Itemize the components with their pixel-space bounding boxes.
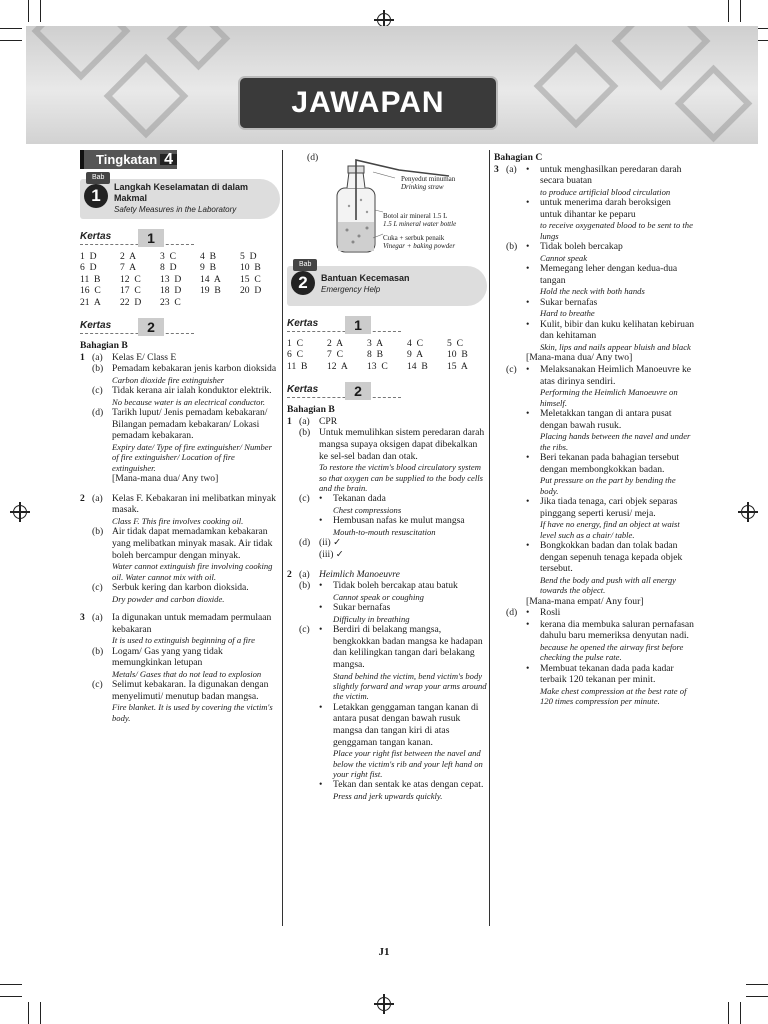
section-heading: Bahagian B: [80, 339, 128, 351]
crop-mark: [728, 0, 729, 22]
answer-cell: 1 C: [287, 338, 303, 349]
answer-item: (c) • Tekanan dada Chest compressions • Hembusan nafas ke mulut mangsa Mouth-to-mouth resuscitation: [287, 493, 487, 537]
answer-text-en: To restore the victim's blood circulatory system so that oxygen can be supplied to the body cells and the brain.: [319, 462, 483, 493]
answer-cell: 21 A: [80, 296, 101, 308]
answer-text: Tidak kerana air ialah konduktor elektrik.: [112, 385, 272, 397]
answer-text: Untuk memulihkan sistem peredaran darah mangsa supaya oksigen dapat dibekalkan ke sel-sel badan dan otak.: [319, 427, 485, 462]
answer-text: untuk menghasilkan peredaran darah secara buatan: [540, 163, 682, 187]
answer-text-en: Carbon dioxide fire extinguisher: [112, 374, 225, 385]
chapter-number: 1: [84, 184, 108, 208]
column-divider: [489, 150, 490, 926]
answer-text-en: No because water is an electrical conductor.: [112, 396, 265, 407]
answer-item: 3 (a) Ia digunakan untuk memadam permulaan kebakaran It is used to extinguish beginning of a fire: [80, 612, 280, 646]
header-banner: [26, 26, 758, 144]
vinegar-label: Cuka + serbuk penaik Vinegar + baking powder: [383, 234, 456, 250]
kertas-number: 2: [138, 318, 164, 336]
answer-cell: 9 A: [407, 349, 423, 361]
kertas-line: [287, 331, 401, 332]
column-divider: [282, 150, 283, 926]
decorative-square: [534, 44, 619, 129]
answer-note: [Mana-mana dua/ Any two]: [526, 352, 633, 364]
kertas-label: Kertas: [287, 384, 319, 396]
chapter-number: 2: [291, 271, 315, 295]
crop-mark: [28, 1002, 29, 1024]
answer-text-en: to receive oxygenated blood to be sent to the lungs: [540, 220, 693, 241]
question-part-label: (d): [307, 152, 319, 163]
answer-text-en: because he opened the airway first before checking the pulse rate.: [540, 641, 684, 663]
answer-item: 2 (a) Kelas F. Kebakaran ini melibatkan minyak masak. Class F. This fire involves cooking oil.: [80, 493, 280, 527]
answer-text-en: Fire blanket. It is used by covering the victim's body.: [112, 702, 273, 723]
answer-item: (d) (ii) ✓ (iii) ✓: [299, 537, 344, 560]
chapter-title-en: Emergency Help: [321, 285, 381, 294]
kertas-label: Kertas: [287, 318, 319, 329]
answer-cell: 12 A: [327, 360, 348, 372]
answer-item: (b) • Tidak boleh bercakap Cannot speak • Memegang leher dengan kedua-dua tangan Hold the neck with both hands • Sukar bernafas Hard to breathe • Kulit, bibir dan kuku kelihatan kebiruan dan kehitaman Skin, lips and nails appear bluish and black: [506, 241, 694, 352]
answer-text-en: Skin, lips and nails appear bluish and black: [540, 341, 691, 352]
kertas-line: [80, 244, 194, 245]
registration-mark-icon: [377, 13, 391, 27]
answer-item: (b) Air tidak dapat memadamkan kebakaran yang melibatkan minyak masak. Air tidak boleh bercampur dengan minyak. Water cannot extinguish fire involving cooking oil. Water cannot mix with oil.: [80, 526, 280, 582]
answer-cell: 20 D: [240, 285, 262, 297]
crop-mark: [28, 0, 29, 22]
chapter-title-ms: Bantuan Kecemasan: [321, 273, 410, 283]
bottle-label: Botol air mineral 1.5 L 1.5 L mineral water bottle: [383, 212, 457, 228]
answer-text: Letakkan genggaman tangan kanan di antara pusat dengan bawah rusuk mangsa dan tangan kiri di atas genggaman tangan kanan.: [333, 701, 479, 748]
kertas-line: [80, 333, 194, 334]
page-title: [240, 78, 496, 128]
chapter-label: Bab: [86, 172, 110, 184]
answer-text: Kelas E/ Class E: [112, 351, 177, 363]
column-2: [287, 150, 487, 801]
answer-cell: 23 C: [160, 296, 181, 308]
crop-mark: [0, 28, 22, 29]
answer-text: Sukar bernafas: [333, 602, 391, 614]
answer-text-en: Dry powder and carbon dioxide.: [112, 593, 225, 604]
answer-text: Kulit, bibir dan kuku kelihatan kebiruan dan kehitaman: [540, 318, 694, 342]
answer-text-en: Stand behind the victim, bend victim's body slightly forward and wrap your arms around the victim.: [333, 670, 487, 702]
answer-row: [80, 274, 280, 285]
answer-text-en: Water cannot extinguish fire involving cooking oil. Water cannot mix with oil.: [112, 561, 273, 582]
chapter-title: [321, 273, 410, 295]
kertas-label: Kertas: [80, 231, 112, 242]
answer-row: [80, 262, 280, 273]
chapter-title-en: Safety Measures in the Laboratory: [114, 205, 237, 214]
answer-row: [287, 349, 487, 360]
decorative-square: [32, 26, 131, 80]
answer-cell: 7 C: [327, 349, 343, 361]
answer-text-en: Expiry date/ Type of fire extinguisher/ Number of fire extinguisher/ Location of fire extinguisher.: [112, 441, 272, 473]
answer-cell: 18 D: [160, 285, 182, 297]
answer-cell: 4 B: [200, 251, 216, 262]
decorative-square: [167, 26, 231, 70]
decorative-square: [104, 54, 189, 139]
answer-text: Heimlich Manoeuvre: [319, 568, 400, 580]
answer-text-en: Bend the body and push with all energy towards the object.: [540, 574, 676, 596]
answer-text: Jika tiada tenaga, cari objek separas pinggang seperti kerusi/ meja.: [540, 495, 678, 519]
answer-cell: 7 A: [120, 262, 136, 274]
answer-text-en: Metals/ Gases that do not lead to explosion: [112, 668, 262, 679]
answer-cell: 2 A: [120, 251, 136, 262]
crop-mark: [746, 984, 768, 985]
answer-item: (b) Pemadam kebakaran jenis karbon dioksida Carbon dioxide fire extinguisher: [80, 363, 280, 385]
answer-cell: 14 B: [407, 360, 428, 372]
page-number: J1: [378, 946, 390, 958]
tingkatan-number: 4: [160, 154, 177, 166]
answer-cell: 10 B: [240, 262, 261, 274]
answer-cell: 19 B: [200, 285, 221, 297]
answer-text-en: Performing the Heimlich Manoeuvre on himself.: [540, 387, 678, 408]
answer-cell: 11 B: [80, 273, 101, 285]
decorative-square: [675, 65, 753, 143]
answer-cell: 8 D: [160, 262, 177, 274]
crop-mark: [40, 1002, 41, 1024]
answer-item: 3 (a) • untuk menghasilkan peredaran darah secara buatan to produce artificial blood circulation • untuk menerima darah beroksigen untuk dihantar ke peparu to receive oxygenated blood to be sent to the lungs: [494, 163, 693, 241]
answer-text: Selimut kebakaran. Ia digunakan dengan menyelimuti/ menutup badan mangsa.: [112, 679, 269, 702]
kertas-2-heading: [80, 318, 280, 336]
tick-icon: ✓: [333, 537, 342, 549]
column-1: [80, 150, 280, 723]
crop-mark: [746, 996, 768, 997]
answer-cell: 6 D: [80, 262, 97, 274]
answer-text: Tidak boleh bercakap: [540, 241, 623, 253]
kertas-number: 1: [345, 316, 371, 334]
answer-note: [Mana-mana empat/ Any four]: [526, 595, 644, 607]
registration-mark-icon: [741, 505, 755, 519]
kertas-1-heading: [80, 229, 280, 247]
answer-cell: 10 B: [447, 349, 468, 361]
answer-text-en: to produce artificial blood circulation: [540, 186, 671, 197]
answer-item: (b) Untuk memulihkan sistem peredaran darah mangsa supaya oksigen dapat dibekalkan ke sel-sel badan dan otak. To restore the victim's blood circulatory system so that oxygen can be supplied to the body cells and the brain.: [287, 427, 487, 493]
answer-grid: [80, 251, 280, 308]
answer-text-en: Press and jerk upwards quickly.: [333, 790, 443, 801]
section-heading: Bahagian B: [287, 404, 335, 416]
answer-cell: 3 A: [367, 338, 383, 349]
answer-text: Berdiri di belakang mangsa, bengkokkan badan mangsa ke hadapan dan kelilingkan tangan dari belakang mangsa.: [333, 624, 483, 670]
answer-row: [80, 251, 280, 262]
answer-text: Logam/ Gas yang yang tidak memungkinkan letupan: [112, 645, 223, 669]
answer-cell: 12 C: [120, 273, 141, 285]
answer-text-en: Class F. This fire involves cooking oil.: [112, 515, 244, 526]
answer-text-en: Chest compressions: [333, 504, 402, 515]
answer-text: Kelas F. Kebakaran ini melibatkan minyak masak.: [112, 492, 276, 516]
registration-mark-icon: [13, 505, 27, 519]
answer-cell: 8 B: [367, 349, 383, 361]
crop-mark: [0, 40, 22, 41]
crop-mark: [0, 984, 22, 985]
answer-cell: 15 A: [447, 360, 468, 372]
crop-mark: [728, 1002, 729, 1024]
answer-item: (c) • Berdiri di belakang mangsa, bengkokkan badan mangsa ke hadapan dan kelilingkan tangan dari belakang mangsa. Stand behind the victim, bend victim's body slightly forward and wrap your arms around the victim. • Letakkan genggaman tangan kanan di antara pusat dengan bawah rusuk mangsa dan tangan kiri di atas genggaman tangan kanan. Place your right fist between the navel and below the victim's rib and your left hand on your right fist. • Tekan dan sentak ke atas dengan cepat. Press and jerk upwards quickly.: [299, 624, 487, 801]
answer-cell: [200, 297, 240, 308]
answer-cell: 9 B: [200, 262, 216, 274]
answer-cell: 16 C: [80, 285, 101, 297]
answer-text: Serbuk kering dan karbon dioksida.: [112, 581, 249, 593]
answer-cell: 13 D: [160, 273, 182, 285]
answer-text-en: Cannot speak: [540, 252, 588, 263]
chapter-label: Bab: [293, 259, 317, 271]
answer-item: (c) Selimut kebakaran. Ia digunakan dengan menyelimuti/ menutup badan mangsa. Fire blanket. It is used by covering the victim's body.: [80, 679, 280, 723]
answer-text: kerana dia membuka saluran pernafasan dahulu baru memeriksa denyutan nadi.: [540, 618, 694, 642]
answer-cell: [240, 297, 280, 308]
answer-text-en: Cannot speak or coughing: [333, 591, 424, 602]
answer-text-en: It is used to extinguish beginning of a fire: [112, 635, 255, 646]
answer-item: (d) Tarikh luput/ Jenis pemadam kebakaran/ Bilangan pemadam kebakaran/ Lokasi pemadam kebakaran. Expiry date/ Type of fire extinguisher/ Number of fire extinguisher/ Location of fire extinguisher. [Mana-mana dua/ Any two]: [80, 407, 280, 485]
answer-text: Tidak boleh bercakap atau batuk: [333, 580, 458, 592]
crop-mark: [0, 996, 22, 997]
tingkatan-badge: [80, 150, 177, 169]
straw-label: Penyedut minuman Drinking straw: [401, 175, 456, 191]
answer-text: CPR: [319, 415, 338, 427]
answer-grid: [287, 338, 487, 372]
answer-item: 1 (a) CPR: [287, 416, 487, 428]
answer-row: [287, 361, 487, 372]
answer-text-en: Put pressure on the part by bending the body.: [540, 475, 676, 496]
answer-item: 2 (a) Heimlich Manoeuvre: [287, 569, 487, 581]
chapter-title: [114, 182, 280, 215]
answer-cell: 5 D: [240, 251, 257, 262]
answer-text-en: If have no energy, find an object at waist level such as a chair/ table.: [540, 519, 680, 540]
kertas-1-heading: [287, 316, 487, 334]
registration-mark-icon: [377, 997, 391, 1011]
answer-text: Tekanan dada: [333, 493, 386, 505]
answer-item: (d) • Rosli • kerana dia membuka saluran pernafasan dahulu baru memeriksa denyutan nadi. because he opened the airway first before checking the pulse rate. • Membuat tekanan dada pada kadar terbaik 120 tekanan per minit. Make chest compression at the best rate of 120 times compression per minute.: [506, 607, 694, 707]
answer-cell: 3 C: [160, 251, 176, 262]
answer-cell: 6 C: [287, 349, 303, 361]
tick-icon: ✓: [335, 548, 344, 560]
answer-text: Sukar bernafas: [540, 296, 598, 308]
kertas-2-heading: [287, 382, 487, 400]
answer-item: (b) Logam/ Gas yang yang tidak memungkinkan letupan Metals/ Gases that do not lead to explosion: [80, 646, 280, 680]
answer-text-en: Place your right fist between the navel and below the victim's rib and your left hand on your right fist.: [333, 748, 483, 779]
answer-cell: 22 D: [120, 296, 142, 308]
answer-cell: 4 C: [407, 338, 423, 349]
answer-text-en: Difficulty in breathing: [333, 613, 410, 624]
chapter-title-ms: Langkah Keselamatan di dalam Makmal: [114, 182, 249, 203]
crop-mark: [740, 0, 741, 22]
kertas-number: 2: [345, 382, 371, 400]
answer-row: [287, 338, 487, 349]
answer-item: (c) Tidak kerana air ialah konduktor elektrik. No because water is an electrical conductor.: [80, 385, 280, 407]
answer-note: [Mana-mana dua/ Any two]: [112, 473, 219, 485]
answer-text: Tarikh luput/ Jenis pemadam kebakaran/ Bilangan pemadam kebakaran/ Lokasi pemadam kebakaran.: [112, 407, 268, 442]
section-heading: Bahagian C: [494, 152, 543, 163]
answer-cell: 5 C: [447, 338, 463, 349]
bottle-diagram: [287, 150, 487, 260]
kertas-line: [287, 397, 401, 398]
answer-text: Ia digunakan untuk memadam permulaan kebakaran: [112, 611, 272, 635]
answer-cell: 11 B: [287, 360, 308, 372]
answer-cell: 1 D: [80, 251, 97, 262]
tingkatan-label: Tingkatan: [96, 151, 158, 167]
chapter-1-banner: [80, 174, 280, 219]
answer-cell: 14 A: [200, 273, 221, 285]
answer-text: untuk menerima darah beroksigen untuk dihantar ke peparu: [540, 197, 671, 220]
answer-item: (c) • Melaksanakan Heimlich Manoeuvre ke atas dirinya sendiri. Performing the Heimlich Manoeuvre on himself. • Meletakkan tangan di antara pusat dengan bawah rusuk. Placing hands between the navel and under the ribs. • Beri tekanan pada bahagian tersebut dengan membongkokkan badan. Put pressure on the part by bending the body. • Jika tiada tenaga, cari objek separas pinggang seperti kerusi/ meja. If have no energy, find an object at waist level such as a chair/ table. • Bongkokkan badan dan tolak badan dengan sepenuh tenaga kepada objek tersebut. Bend the body and push with all energy towards the object.: [494, 364, 694, 596]
answer-text: Bongkokkan badan dan tolak badan dengan sepenuh tenaga kepada objek tersebut.: [540, 539, 683, 575]
answer-text: Melaksanakan Heimlich Manoeuvre ke atas dirinya sendiri.: [540, 363, 692, 387]
answer-text-en: Mouth-to-mouth resuscitation: [333, 526, 436, 537]
answer-text-en: Placing hands between the navel and under the ribs.: [540, 431, 691, 452]
answer-cell: 13 C: [367, 360, 388, 372]
answer-item: (c) Serbuk kering dan karbon dioksida. Dry powder and carbon dioxide.: [80, 582, 280, 604]
answer-text: Meletakkan tangan di antara pusat dengan bawah rusuk.: [540, 407, 672, 431]
answer-item: 1 (a) Kelas E/ Class E: [80, 352, 280, 364]
answer-cell: 17 C: [120, 285, 141, 297]
answer-text-en: Hold the neck with both hands: [540, 286, 645, 297]
answer-cell: 15 C: [240, 273, 261, 285]
answer-text: Air tidak dapat memadamkan kebakaran yang melibatkan minyak masak. Air tidak boleh bercampur dengan minyak.: [112, 526, 273, 561]
answer-text-en: Make chest compression at the best rate of 120 times compression per minute.: [540, 685, 687, 707]
answer-text: Tekan dan sentak ke atas dengan cepat.: [333, 779, 484, 791]
answer-text: Pemadam kebakaran jenis karbon dioksida: [112, 363, 277, 375]
column-3: [494, 150, 694, 707]
answer-cell: 2 A: [327, 338, 343, 349]
answer-text: Hembusan nafas ke mulut mangsa: [333, 515, 465, 527]
kertas-number: 1: [138, 229, 164, 247]
answer-text: Rosli: [540, 607, 561, 619]
answer-text: Membuat tekanan dada pada kadar terbaik 120 tekanan per minit.: [540, 662, 674, 686]
kertas-label: Kertas: [80, 319, 112, 331]
answer-text: Memegang leher dengan kedua-dua tangan: [540, 263, 678, 286]
answer-item: (b) • Tidak boleh bercakap atau batuk Cannot speak or coughing • Sukar bernafas Difficulty in breathing: [287, 580, 487, 624]
answer-row: [80, 297, 280, 308]
answer-text: Beri tekanan pada bahagian tersebut dengan membongkokkan badan.: [540, 451, 680, 475]
chapter-2-banner: [287, 261, 487, 306]
crop-mark: [740, 1002, 741, 1024]
page-title-text: JAWAPAN: [291, 86, 445, 119]
answer-row: [80, 285, 280, 296]
answer-text-en: Hard to breathe: [540, 308, 595, 319]
crop-mark: [40, 0, 41, 22]
